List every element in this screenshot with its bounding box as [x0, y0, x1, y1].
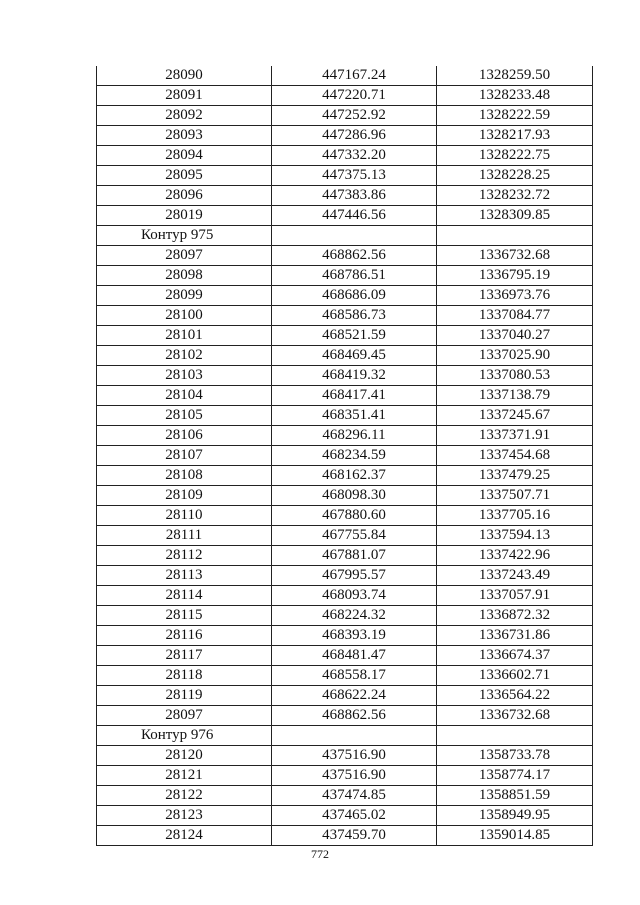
x-coordinate-cell: 447286.96 — [272, 126, 437, 146]
contour-header-row — [97, 726, 593, 746]
y-coordinate-cell: 1336732.68 — [437, 246, 593, 266]
x-coordinate-cell: 468469.45 — [272, 346, 437, 366]
point-number-cell: 28097 — [97, 246, 272, 266]
table-row — [97, 106, 593, 126]
table-row — [97, 66, 593, 86]
table-row — [97, 806, 593, 826]
x-coordinate-cell: 437459.70 — [272, 826, 437, 846]
table-row — [97, 626, 593, 646]
point-number-cell: 28110 — [97, 506, 272, 526]
y-coordinate-cell: 1337507.71 — [437, 486, 593, 506]
y-coordinate-cell: 1328217.93 — [437, 126, 593, 146]
point-number-cell: 28096 — [97, 186, 272, 206]
y-coordinate-cell: 1336973.76 — [437, 286, 593, 306]
x-coordinate-cell: 468234.59 — [272, 446, 437, 466]
table-row — [97, 666, 593, 686]
point-number-cell: 28122 — [97, 786, 272, 806]
table-row — [97, 266, 593, 286]
table-row — [97, 406, 593, 426]
table-row — [97, 766, 593, 786]
table-row — [97, 386, 593, 406]
y-coordinate-cell: 1337243.49 — [437, 566, 593, 586]
x-coordinate-cell: 467995.57 — [272, 566, 437, 586]
x-coordinate-cell: 468296.11 — [272, 426, 437, 446]
point-number-cell: 28109 — [97, 486, 272, 506]
table-row — [97, 86, 593, 106]
point-number-cell: 28099 — [97, 286, 272, 306]
y-coordinate-cell: 1337422.96 — [437, 546, 593, 566]
page-number: 772 — [311, 847, 329, 861]
x-coordinate-cell: 437465.02 — [272, 806, 437, 826]
y-coordinate-cell: 1328232.72 — [437, 186, 593, 206]
y-coordinate-cell: 1336602.71 — [437, 666, 593, 686]
table-row — [97, 466, 593, 486]
x-coordinate-cell: 468224.32 — [272, 606, 437, 626]
point-number-cell: 28123 — [97, 806, 272, 826]
y-coordinate-cell: 1336732.68 — [437, 706, 593, 726]
y-coordinate-cell: 1337479.25 — [437, 466, 593, 486]
point-number-cell: 28118 — [97, 666, 272, 686]
contour-header-row — [97, 226, 593, 246]
table-row — [97, 346, 593, 366]
table-row — [97, 486, 593, 506]
y-coordinate-cell — [437, 226, 593, 246]
point-number-cell: 28112 — [97, 546, 272, 566]
y-coordinate-cell: 1328259.50 — [437, 66, 593, 86]
point-number-cell: 28103 — [97, 366, 272, 386]
table-row — [97, 246, 593, 266]
point-number-cell: 28117 — [97, 646, 272, 666]
y-coordinate-cell: 1337084.77 — [437, 306, 593, 326]
x-coordinate-cell: 447383.86 — [272, 186, 437, 206]
x-coordinate-cell: 467881.07 — [272, 546, 437, 566]
y-coordinate-cell: 1337454.68 — [437, 446, 593, 466]
point-number-cell: 28115 — [97, 606, 272, 626]
y-coordinate-cell — [437, 726, 593, 746]
point-number-cell: 28124 — [97, 826, 272, 846]
x-coordinate-cell: 447375.13 — [272, 166, 437, 186]
x-coordinate-cell: 468586.73 — [272, 306, 437, 326]
point-number-cell: 28102 — [97, 346, 272, 366]
y-coordinate-cell: 1336795.19 — [437, 266, 593, 286]
table-row — [97, 686, 593, 706]
contour-label-cell: Контур 975 — [97, 226, 272, 246]
x-coordinate-cell: 468558.17 — [272, 666, 437, 686]
x-coordinate-cell: 437516.90 — [272, 746, 437, 766]
point-number-cell: 28093 — [97, 126, 272, 146]
y-coordinate-cell: 1328228.25 — [437, 166, 593, 186]
y-coordinate-cell: 1336674.37 — [437, 646, 593, 666]
point-number-cell: 28113 — [97, 566, 272, 586]
point-number-cell: 28104 — [97, 386, 272, 406]
y-coordinate-cell: 1358949.95 — [437, 806, 593, 826]
table-row — [97, 126, 593, 146]
x-coordinate-cell: 468481.47 — [272, 646, 437, 666]
table-row — [97, 306, 593, 326]
table-row — [97, 826, 593, 846]
point-number-cell: 28116 — [97, 626, 272, 646]
coordinates-table-body — [97, 66, 593, 846]
table-row — [97, 646, 593, 666]
table-row — [97, 186, 593, 206]
x-coordinate-cell: 447252.92 — [272, 106, 437, 126]
y-coordinate-cell: 1358733.78 — [437, 746, 593, 766]
y-coordinate-cell: 1328309.85 — [437, 206, 593, 226]
y-coordinate-cell: 1358851.59 — [437, 786, 593, 806]
table-row — [97, 786, 593, 806]
x-coordinate-cell: 447167.24 — [272, 66, 437, 86]
point-number-cell: 28119 — [97, 686, 272, 706]
coordinates-table — [96, 66, 593, 846]
y-coordinate-cell: 1337245.67 — [437, 406, 593, 426]
x-coordinate-cell: 467880.60 — [272, 506, 437, 526]
x-coordinate-cell — [272, 726, 437, 746]
x-coordinate-cell: 468786.51 — [272, 266, 437, 286]
point-number-cell: 28019 — [97, 206, 272, 226]
x-coordinate-cell: 468419.32 — [272, 366, 437, 386]
y-coordinate-cell: 1337057.91 — [437, 586, 593, 606]
table-row — [97, 526, 593, 546]
x-coordinate-cell: 468093.74 — [272, 586, 437, 606]
x-coordinate-cell: 467755.84 — [272, 526, 437, 546]
y-coordinate-cell: 1336731.86 — [437, 626, 593, 646]
x-coordinate-cell: 468521.59 — [272, 326, 437, 346]
table-row — [97, 426, 593, 446]
y-coordinate-cell: 1337040.27 — [437, 326, 593, 346]
x-coordinate-cell: 468351.41 — [272, 406, 437, 426]
y-coordinate-cell: 1337371.91 — [437, 426, 593, 446]
y-coordinate-cell: 1336872.32 — [437, 606, 593, 626]
y-coordinate-cell: 1359014.85 — [437, 826, 593, 846]
point-number-cell: 28100 — [97, 306, 272, 326]
table-row — [97, 286, 593, 306]
point-number-cell: 28107 — [97, 446, 272, 466]
y-coordinate-cell: 1328233.48 — [437, 86, 593, 106]
table-row — [97, 606, 593, 626]
point-number-cell: 28091 — [97, 86, 272, 106]
table-row — [97, 586, 593, 606]
contour-label-cell: Контур 976 — [97, 726, 272, 746]
table-row — [97, 206, 593, 226]
y-coordinate-cell: 1337705.16 — [437, 506, 593, 526]
x-coordinate-cell: 447332.20 — [272, 146, 437, 166]
point-number-cell: 28106 — [97, 426, 272, 446]
table-row — [97, 166, 593, 186]
y-coordinate-cell: 1337025.90 — [437, 346, 593, 366]
x-coordinate-cell: 468098.30 — [272, 486, 437, 506]
x-coordinate-cell: 468862.56 — [272, 706, 437, 726]
x-coordinate-cell: 468162.37 — [272, 466, 437, 486]
x-coordinate-cell: 447446.56 — [272, 206, 437, 226]
table-row — [97, 546, 593, 566]
x-coordinate-cell — [272, 226, 437, 246]
table-row — [97, 366, 593, 386]
table-row — [97, 706, 593, 726]
y-coordinate-cell: 1337594.13 — [437, 526, 593, 546]
x-coordinate-cell: 468417.41 — [272, 386, 437, 406]
table-row — [97, 146, 593, 166]
x-coordinate-cell: 437474.85 — [272, 786, 437, 806]
y-coordinate-cell: 1337138.79 — [437, 386, 593, 406]
x-coordinate-cell: 447220.71 — [272, 86, 437, 106]
x-coordinate-cell: 468686.09 — [272, 286, 437, 306]
x-coordinate-cell: 468393.19 — [272, 626, 437, 646]
y-coordinate-cell: 1328222.75 — [437, 146, 593, 166]
table-row — [97, 446, 593, 466]
point-number-cell: 28101 — [97, 326, 272, 346]
y-coordinate-cell: 1358774.17 — [437, 766, 593, 786]
point-number-cell: 28098 — [97, 266, 272, 286]
x-coordinate-cell: 437516.90 — [272, 766, 437, 786]
point-number-cell: 28114 — [97, 586, 272, 606]
table-row — [97, 506, 593, 526]
point-number-cell: 28108 — [97, 466, 272, 486]
x-coordinate-cell: 468862.56 — [272, 246, 437, 266]
point-number-cell: 28105 — [97, 406, 272, 426]
table-row — [97, 326, 593, 346]
table-row — [97, 566, 593, 586]
point-number-cell: 28095 — [97, 166, 272, 186]
point-number-cell: 28094 — [97, 146, 272, 166]
point-number-cell: 28092 — [97, 106, 272, 126]
y-coordinate-cell: 1336564.22 — [437, 686, 593, 706]
point-number-cell: 28121 — [97, 766, 272, 786]
point-number-cell: 28097 — [97, 706, 272, 726]
point-number-cell: 28111 — [97, 526, 272, 546]
y-coordinate-cell: 1337080.53 — [437, 366, 593, 386]
point-number-cell: 28120 — [97, 746, 272, 766]
table-row — [97, 746, 593, 766]
y-coordinate-cell: 1328222.59 — [437, 106, 593, 126]
point-number-cell: 28090 — [97, 66, 272, 86]
x-coordinate-cell: 468622.24 — [272, 686, 437, 706]
